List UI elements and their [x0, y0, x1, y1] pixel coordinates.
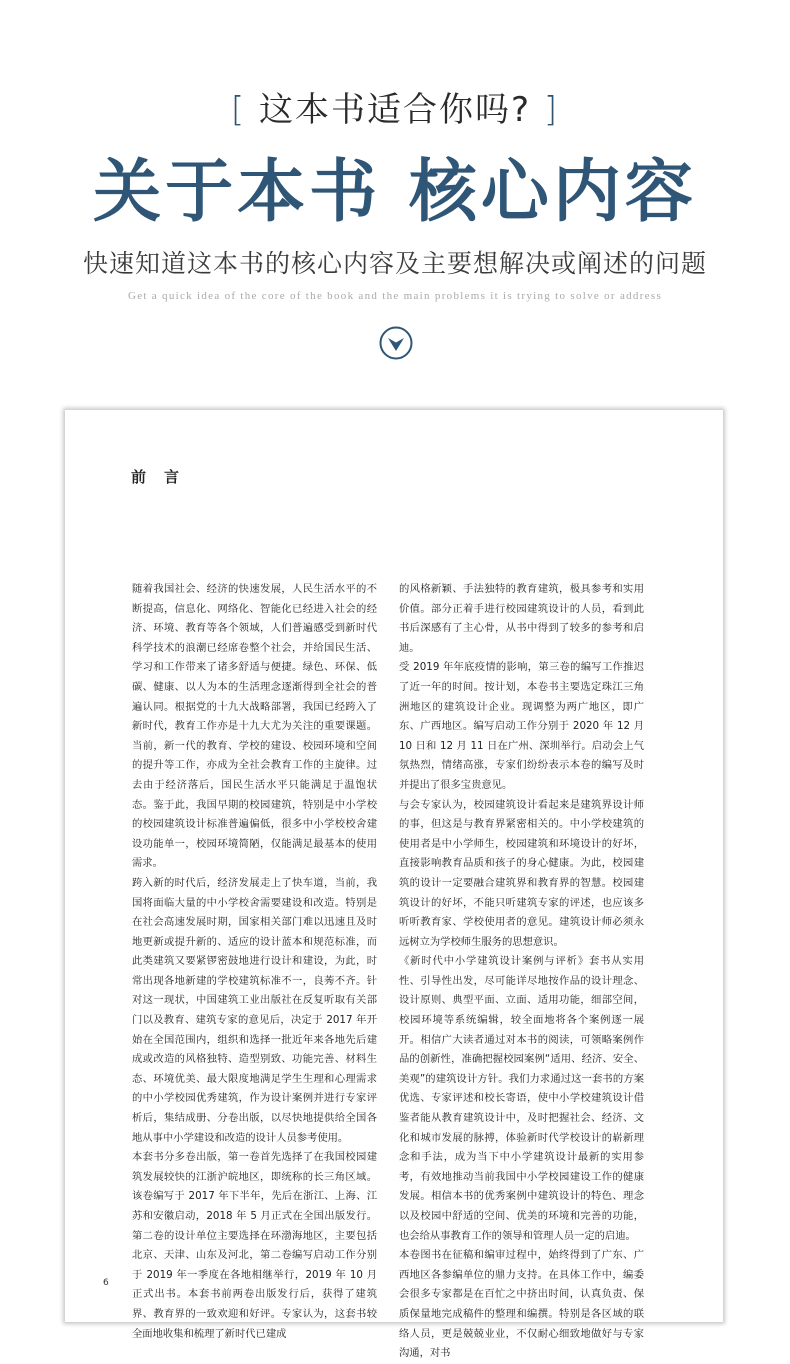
paragraph: 受 2019 年年底疫情的影响，第三卷的编写工作推迟了近一年的时间。按计划，本卷书主要选定珠江三角洲地区的建筑设计企业。现调整为两广地区，即广东、广西地区。编写启动工作分别于 2020 年 12 月 10 日和 12 月 11 日在广州、深圳举行。启动会上气氛热烈，情绪高涨，专家们纷纷表示本卷的编写及时并提出了很多宝贵意见。	[399, 661, 644, 791]
paragraph: 本卷图书在征稿和编审过程中，始终得到了广东、广西地区各参编单位的鼎力支持。在具体工作中，编委会很多专家都是在百忙之中挤出时间，认真负责、保质保量地完成稿件的整理和编撰。特别是各区域的联络人员，更是兢兢业业，不仅耐心细致地做好与专家沟通，对书	[399, 1249, 644, 1360]
paragraph: 随着我国社会、经济的快速发展，人民生活水平的不断提高，信息化、网络化、智能化已经进入社会的经济、环境、教育等各个领域，人们普遍感受到新时代科学技术的浪潮已经席卷整个社会，并给国民生活、学习和工作带来了诸多舒适与便捷。绿色、环保、低碳、健康、以人为本的生活理念逐渐得到全社会的普遍认同。根据党的十九大战略部署，我国已经跨入了新时代，教育工作亦是十九大尤为关注的重要课题。当前，新一代的教育、学校的建设、校园环境和空间的提升等工作，亦成为全社会教育工作的主旋律。过去由于经济落后，国民生活水平只能满足于温饱状态。鉴于此，我国早期的校园建筑，特别是中小学校的校园建筑设计标准普遍偏低，很多中小学校校舍建设功能单一，校园环境简陋，仅能满足最基本的使用需求。	[132, 583, 377, 870]
paragraph: 的风格新颖、手法独特的教育建筑，极具参考和实用价值。部分正着手进行校园建筑设计的人员，看到此书后深感有了主心骨，从书中得到了较多的参考和启迪。	[399, 583, 644, 654]
text-column-left	[132, 580, 377, 1344]
paragraph: 《新时代中小学建筑设计案例与评析》套书从实用性、引导性出发，尽可能详尽地按作品的设计理念、设计原则、典型平面、立面、适用功能，细部空间，校园环境等系统编辑，较全面地将各个案例逐一展开。相信广大读者通过对本书的阅读，可领略案例作品的创新性，准确把握校园案例“适用、经济、安全、美观”的建筑设计方针。我们力求通过这一套书的方案优选、专家评述和校长寄语，使中小学校建筑设计借鉴者能从教育建筑设计中，及时把握社会、经济、文化和城市发展的脉搏，体验新时代学校设计的崭新理念和手法，成为当下中小学建筑设计最新的实用参考，有效地推动当前我国中小学校园建设工作的健康发展。相信本书的优秀案例中建筑设计的特色、理念以及校园中舒适的空间、优美的环境和完善的功能，也会给从事教育工作的领导和管理人员一定的启迪。	[399, 955, 644, 1242]
paragraph: 跨入新的时代后，经济发展走上了快车道，当前，我国将面临大量的中小学校舍需要建设和改造。特别是在社会高速发展时期，国家相关部门难以迅速且及时地更新或提升新的、适应的设计蓝本和规范标准，而此类建筑又要紧锣密鼓地进行设计和建设，为此，时常出现各地新建的学校建筑标准不一，良莠不齐。针对这一现状，中国建筑工业出版社在反复听取有关部门以及教育、建筑专家的意见后，决定于 2017 年开始在全国范围内，组织和选择一批近年来各地先后建成或改造的风格独特、造型别致、功能完善、材料生态、环境优美、最大限度地满足学生生理和心理需求的中小学校园优秀建筑，作为设计案例并进行专家评析后，集结成册、分卷出版，以尽快地提供给全国各地从事中小学建设和改造的设计人员参考使用。	[132, 876, 377, 1144]
page-title: 关于本书 核心内容	[93, 152, 697, 232]
section-eyebrow	[0, 82, 790, 131]
paragraph: 本套书分多卷出版，第一卷首先选择了在我国校园建筑发展较快的江浙沪皖地区，即统称的长三角区域。该卷编写于 2017 年下半年，先后在浙江、上海、江苏和安徽启动，2018 年 5 月正式在全国出版发行。第二卷的设计单位主要选择在环渤海地区，主要包括北京、天津、山东及河北，第二卷编写启动工作分别于 2019 年一季度在各地相继举行，2019 年 10 月正式出书。本套书前两卷出版发行后，获得了建筑界、教育界的一致欢迎和好评。专家认为，这套书较全面地收集和梳理了新时代已建成	[132, 1151, 377, 1340]
bracket-close: ]	[543, 90, 560, 130]
text-column-right	[399, 580, 644, 1364]
page-number: 6	[103, 1278, 109, 1288]
subtitle-chinese: 快速知道这本书的核心内容及主要想解决或阐述的问题	[82, 249, 707, 278]
paragraph: 与会专家认为，校园建筑设计看起来是建筑界设计师的事，但这是与教育界紧密相关的。中小学校建筑的使用者是中小学师生，校园建筑和环境设计的好坏，直接影响教育品质和孩子的身心健康。为此，校园建筑的设计一定要融合建筑界和教育界的智慧。校园建筑设计的好坏，不能只听建筑专家的评述，也应该多听听教育家、学校使用者的意见。建筑设计师必须永远树立为学校师生服务的思想意识。	[399, 798, 644, 948]
subtitle-english: Get a quick idea of the core of the book and the main problems it is trying to solve or address	[127, 290, 663, 302]
chevron-down-icon	[379, 326, 413, 360]
bracket-open: [	[230, 90, 247, 130]
eyebrow-text: 这本书适合你吗?	[258, 90, 532, 130]
page-heading: 前言	[131, 468, 198, 486]
book-page	[65, 410, 723, 1360]
